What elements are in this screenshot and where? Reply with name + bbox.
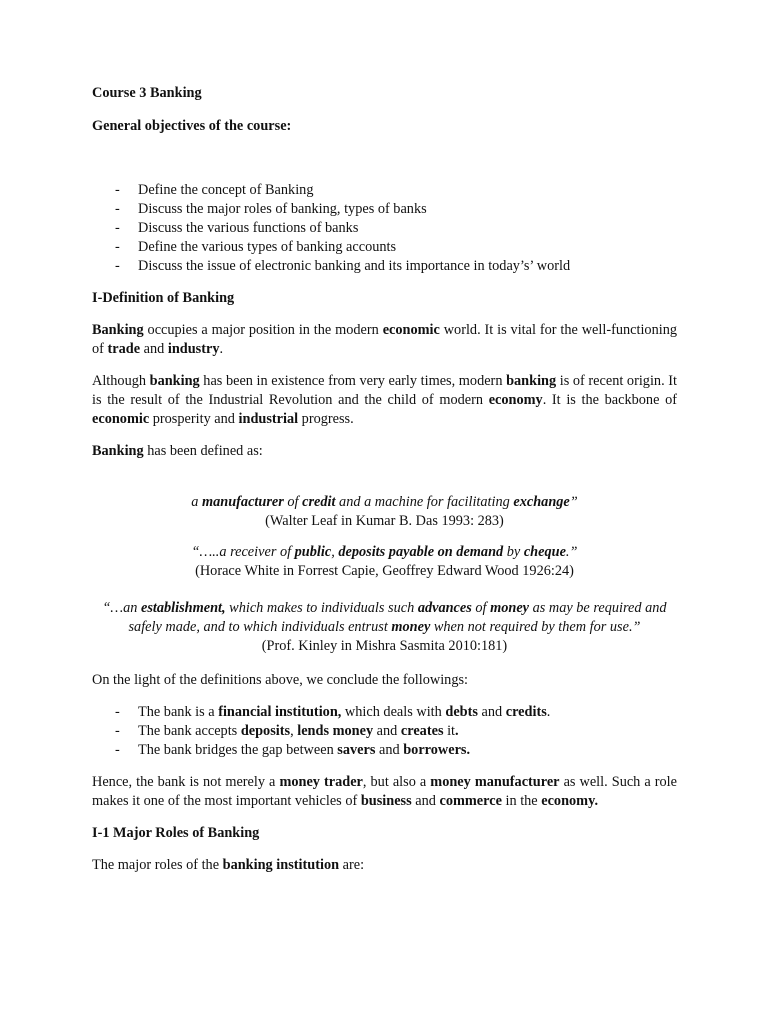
paragraph-major-roles-intro: The major roles of the banking institution are: <box>92 857 365 873</box>
paragraph-banking-position: Banking occupies a major position in the modern economic world. It is vital for the well-functioning of trade and industry. <box>92 322 677 357</box>
quote-kinley: “…an establishment, which makes to individuals such advances of money as may be required and safely made, and to which individuals entrust money when not required by them for use.” <box>102 600 667 635</box>
quote-source-kinley: (Prof. Kinley in Mishra Sasmita 2010:181) <box>261 638 508 654</box>
section-heading-definition: I-Definition of Banking <box>92 290 235 306</box>
list-item: - Define the various types of banking accounts <box>115 239 397 255</box>
quote-source-walter-leaf: (Walter Leaf in Kumar B. Das 1993: 283) <box>265 513 504 529</box>
objectives-list <box>92 181 677 276</box>
section-heading-major-roles: I-1 Major Roles of Banking <box>92 825 260 841</box>
paragraph-money-manufacturer: Hence, the bank is not merely a money trader, but also a money manufacturer as well. Such a role makes it one of the most important vehicles of business and commerce in the economy. <box>92 774 677 809</box>
quote-walter-leaf: a manufacturer of credit and a machine for facilitating exchange” <box>191 494 578 510</box>
list-item: - The bank bridges the gap between savers and borrowers. <box>115 742 471 758</box>
list-item: - Define the concept of Banking <box>115 182 314 198</box>
quote-source-horace-white: (Horace White in Forrest Capie, Geoffrey Edward Wood 1926:24) <box>195 563 574 579</box>
quote-horace-white: “…..a receiver of public, deposits payable on demand by cheque.” <box>191 544 578 560</box>
objectives-heading: General objectives of the course: <box>92 118 292 134</box>
list-item: - Discuss the various functions of banks <box>115 220 359 236</box>
list-item: - The bank accepts deposits, lends money and creates it. <box>115 723 459 739</box>
list-item: - The bank is a financial institution, which deals with debts and credits. <box>115 704 551 720</box>
paragraph-defined-as: Banking has been defined as: <box>92 443 263 459</box>
document-page <box>92 84 677 875</box>
course-title: Course 3 Banking <box>92 85 202 101</box>
list-item: - Discuss the issue of electronic banking and its importance in today’s’ world <box>115 258 571 274</box>
conclusions-list <box>92 703 677 760</box>
list-item: - Discuss the major roles of banking, types of banks <box>115 201 427 217</box>
paragraph-banking-origin: Although banking has been in existence from very early times, modern banking is of recent origin. It is the result of the Industrial Revolution and the child of modern economy. It is the backbone of economic prosperity and industrial progress. <box>92 373 677 427</box>
paragraph-conclude-intro: On the light of the definitions above, we conclude the followings: <box>92 672 469 688</box>
